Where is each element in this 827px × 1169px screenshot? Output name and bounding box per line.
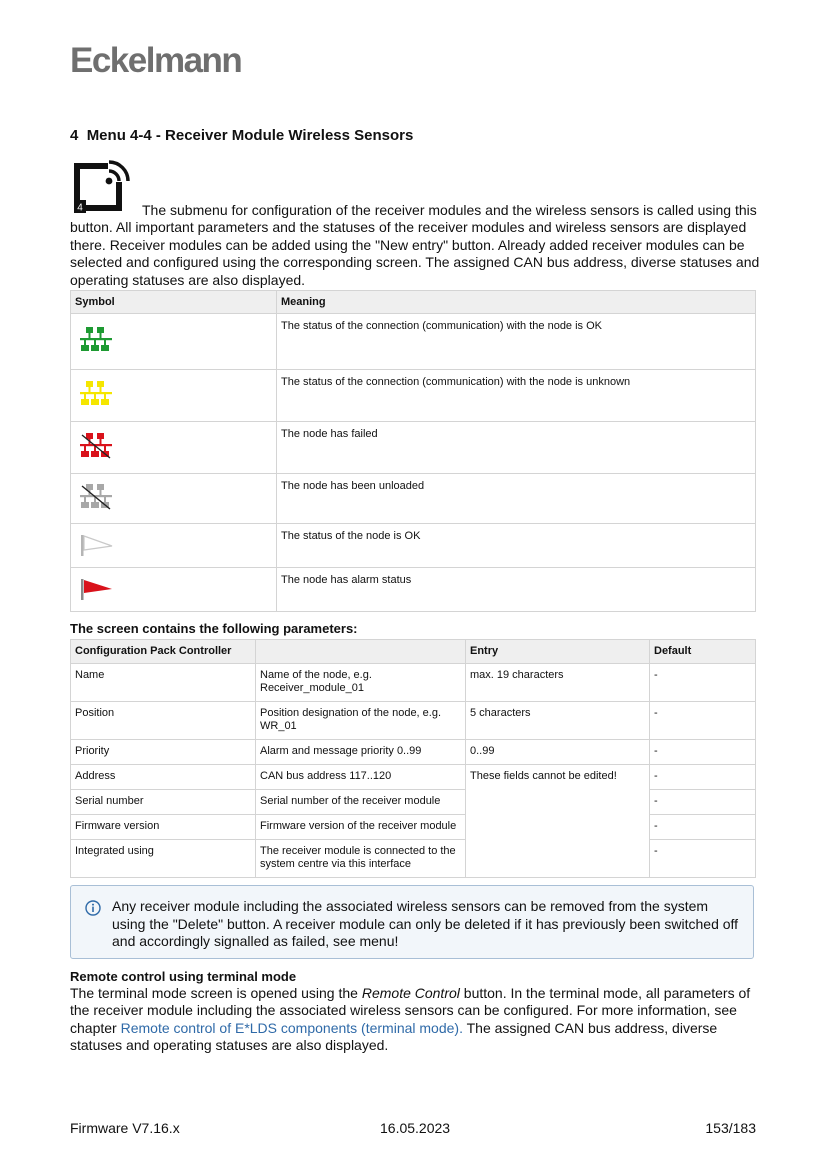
meaning-cell: The node has been unloaded xyxy=(277,474,756,524)
param-name: Integrated using xyxy=(71,840,256,878)
footer-firmware: Firmware V7.16.x xyxy=(70,1120,180,1136)
meaning-cell: The node has alarm status xyxy=(277,568,756,612)
param-description: Alarm and message priority 0..99 xyxy=(256,740,466,765)
param-default: - xyxy=(650,765,756,790)
param-name: Name xyxy=(71,664,256,702)
meaning-cell: The status of the connection (communication) with the node is OK xyxy=(277,314,756,370)
table-row xyxy=(71,370,756,422)
param-description: Firmware version of the receiver module xyxy=(256,815,466,840)
table-row xyxy=(71,740,756,765)
remote-control-heading: Remote control using terminal mode xyxy=(70,969,297,984)
network-ok-icon xyxy=(79,327,113,353)
param-entry: These fields cannot be edited! xyxy=(466,765,650,878)
remote-control-text xyxy=(70,985,760,1055)
table-row xyxy=(71,524,756,568)
param-description: Serial number of the receiver module xyxy=(256,790,466,815)
info-note xyxy=(70,885,754,959)
table-row xyxy=(71,664,756,702)
terminal-mode-link[interactable]: Remote control of E*LDS components (terminal mode). xyxy=(120,1019,463,1036)
table-row xyxy=(71,474,756,524)
meaning-cell: The status of the connection (communication) with the node is unknown xyxy=(277,370,756,422)
eckelmann-logo: Eckelmann xyxy=(70,41,242,80)
description-header xyxy=(256,640,466,664)
meaning-cell: The node has failed xyxy=(277,422,756,474)
param-default: - xyxy=(650,740,756,765)
table-row xyxy=(71,702,756,740)
remote-text-part: The assigned CAN bus address, diverse statuses and operating statuses are also displayed. xyxy=(70,1019,718,1054)
symbol-header: Symbol xyxy=(71,291,277,314)
meaning-header: Meaning xyxy=(277,291,756,314)
param-default: - xyxy=(650,840,756,878)
info-icon xyxy=(85,900,101,916)
param-description: The receiver module is connected to the system centre via this interface xyxy=(256,840,466,878)
table-row xyxy=(71,840,756,878)
parameters-table xyxy=(70,639,756,878)
param-name: Priority xyxy=(71,740,256,765)
parameters-heading: The screen contains the following parameters: xyxy=(70,621,358,636)
remote-text-part: button. In the terminal mode, all parameters of the receiver module including the associated wireless sensors can be configured. For more information, see chapter xyxy=(70,985,751,1036)
network-failed-icon xyxy=(79,433,113,459)
default-header: Default xyxy=(650,640,756,664)
intro-text: The submenu for configuration of the receiver modules and the wireless sensors is called using this button. All important parameters and the statuses of the receiver modules and wireless sensors are displayed there. Receiver modules can be added using the "New entry" button. Already added receiver modules can be selected and configured using the corresponding screen. The assigned CAN bus address, diverse statuses and operating statuses are also displayed. xyxy=(70,202,760,288)
remote-control-emphasis: Remote Control xyxy=(361,985,460,1001)
param-name: Serial number xyxy=(71,790,256,815)
table-row xyxy=(71,790,756,815)
note-text: Any receiver module including the associated wireless sensors can be removed from the system using the "Delete" button. A receiver module can only be deleted if it has previously been switched off and accordingly signalled as failed, see menu! xyxy=(112,898,739,949)
config-header: Configuration Pack Controller xyxy=(71,640,256,664)
table-row xyxy=(71,765,756,790)
symbol-table xyxy=(70,290,756,612)
flag-alarm-icon xyxy=(79,575,113,601)
section-heading xyxy=(70,127,413,144)
param-entry: 0..99 xyxy=(466,740,650,765)
network-unknown-icon xyxy=(79,381,113,407)
meaning-cell: The status of the node is OK xyxy=(277,524,756,568)
param-entry: max. 19 characters xyxy=(466,664,650,702)
param-description: Name of the node, e.g. Receiver_module_01 xyxy=(256,664,466,702)
param-name: Firmware version xyxy=(71,815,256,840)
footer-page-number: 153/183 xyxy=(705,1120,756,1136)
section-title: Menu 4-4 - Receiver Module Wireless Sensors xyxy=(86,127,414,144)
remote-text-part: The terminal mode screen is opened using the xyxy=(70,985,362,1001)
network-unloaded-icon xyxy=(79,484,113,510)
param-name: Position xyxy=(71,702,256,740)
param-default: - xyxy=(650,815,756,840)
param-entry: 5 characters xyxy=(466,702,650,740)
entry-header: Entry xyxy=(466,640,650,664)
param-name: Address xyxy=(71,765,256,790)
table-row xyxy=(71,422,756,474)
flag-ok-icon xyxy=(79,531,113,557)
param-description: Position designation of the node, e.g. WR_01 xyxy=(256,702,466,740)
param-default: - xyxy=(650,790,756,815)
menu-icon-badge: 4 xyxy=(77,202,83,214)
footer-date: 16.05.2023 xyxy=(380,1120,451,1136)
section-number: 4 xyxy=(70,127,79,144)
table-row xyxy=(71,568,756,612)
param-description: CAN bus address 117..120 xyxy=(256,765,466,790)
param-default: - xyxy=(650,702,756,740)
param-default: - xyxy=(650,664,756,702)
table-row xyxy=(71,314,756,370)
table-row xyxy=(71,815,756,840)
